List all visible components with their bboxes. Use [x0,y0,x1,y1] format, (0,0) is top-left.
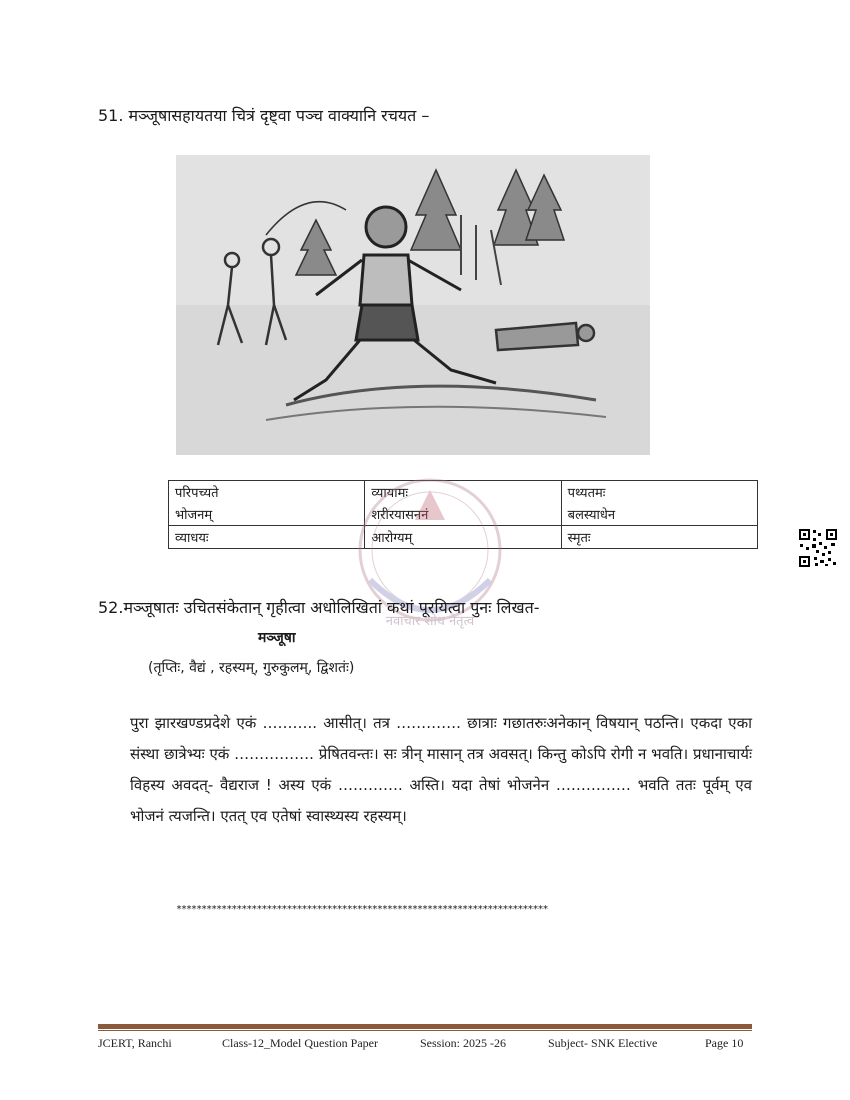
table-cell: व्यायामः [365,481,561,504]
watermark-motto: नवाचार शोध नेतृत्व [385,614,475,629]
table-cell: परिपच्यते [169,481,365,504]
table-cell: भोजनम् [169,503,365,526]
question-51: 51. मञ्जूषासहायतया चित्रं दृष्ट्वा पञ्च वाक्यानि रचयत – [98,106,430,125]
footer-divider-thin [98,1030,752,1031]
footer-session: Session: 2025 -26 [420,1036,507,1050]
jcert-watermark-logo [330,470,530,650]
footer-subject: Subject- SNK Elective [548,1036,658,1050]
table-cell: शरीरयासननं [365,503,561,526]
footer-page-number: Page 10 [705,1036,744,1050]
qr-code-icon [798,528,838,568]
table-cell: व्याधयः [169,526,365,549]
question-52: 52.मञ्जूषातः उचितसंकेतान् गृहीत्वा अधोलिखितां कथां पूरयित्वा पुनः लिखत- [98,598,540,617]
separator-line: ************************************************************************** [176,904,548,915]
footer-org: JCERT, Ranchi [98,1036,172,1050]
footer-paper: Class-12_Model Question Paper [222,1036,378,1050]
table-cell: स्मृतः [561,526,757,549]
table-cell: बलस्याधेन [561,503,757,526]
table-cell: पथ्यतमः [561,481,757,504]
table-cell: आरोग्यम् [365,526,561,549]
exercise-illustration [176,155,650,455]
manjusha-words: (तृप्तिः, वैद्यं , रहस्यम्, गुरुकुलम्, द्विशतंः) [148,660,355,676]
story-passage [130,708,752,832]
passage-paragraph: पुरा झारखण्डप्रदेशे एकं ……….. आसीत्। तत्र …………. छात्राः गछातरुःअनेकान् विषयान् पठन्ति। एकदा एका संस्था छात्रेभ्यः एकं ……………. प्रेषितवन्तः। सः त्रीन् मासान् तत्र अवसत्। किन्तु कोऽपि रोगी न भवति। प्रधानाचार्यः विहस्य अवदत्- वैद्यराज ! अस्य एकं …………. अस्ति। यदा तेषां भोजनेन …………… भवति ततः पूर्वम् एव भोजनं त्यजन्ति। एतत् एव एतेषां स्वास्थ्यस्य रहस्यम्। [130,714,752,825]
footer-divider [98,1024,752,1029]
manjusha-heading: मञ्जूषा [258,630,296,646]
